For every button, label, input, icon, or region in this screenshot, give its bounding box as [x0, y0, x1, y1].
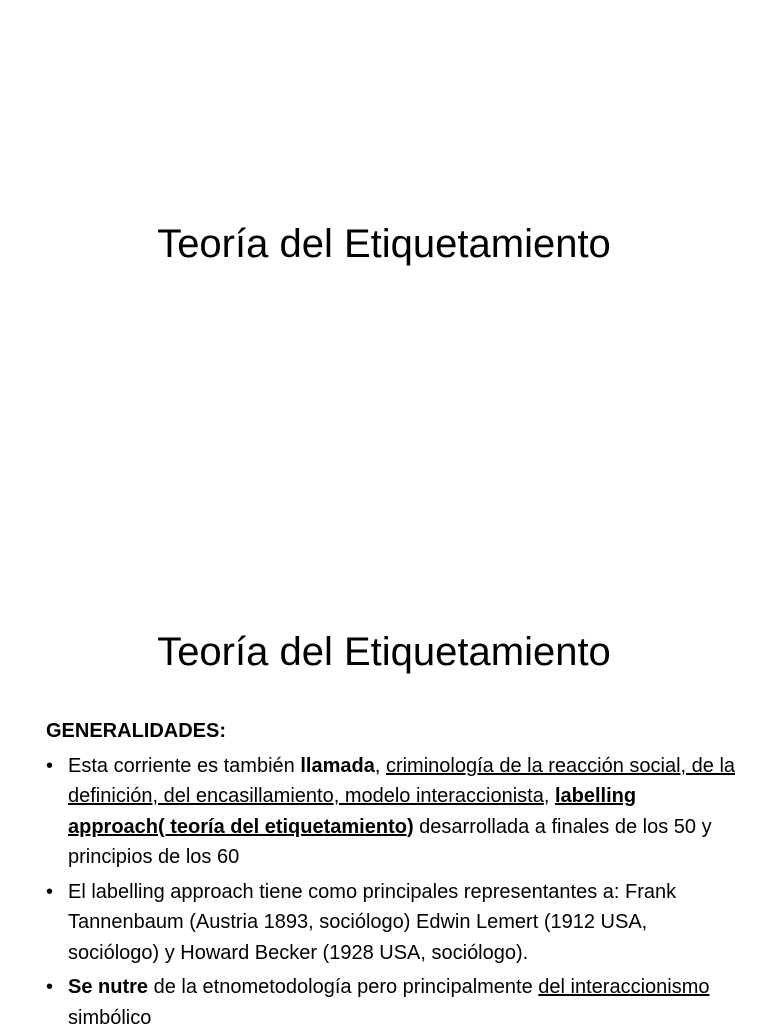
- slide-body: [46, 716, 736, 1024]
- bullet-marker: •: [46, 976, 54, 998]
- slide-title: Teoría del Etiquetamiento: [157, 222, 611, 266]
- bullet-text-underline: criminología de la reacción social, de la definición, del encasillamiento, modelo interaccionista: [68, 754, 736, 807]
- bullet-marker: •: [46, 880, 54, 903]
- bullet-item: [46, 751, 736, 873]
- bullet-marker: •: [46, 754, 54, 777]
- bullet-list: [46, 751, 736, 1024]
- bullet-text-bold-underline: labelling approach( teoría del etiquetamiento): [68, 785, 637, 838]
- section-heading: GENERALIDADES:: [46, 720, 227, 742]
- bullet-text-normal: ,: [374, 754, 386, 777]
- bullet-item: [46, 877, 736, 969]
- bullet-text-bold: Se nutre: [68, 976, 149, 998]
- bullet-text-bold: llamada: [300, 754, 375, 777]
- bullet-text-normal: ,: [543, 785, 555, 807]
- bullet-text-underline: del interaccionismo simbólico: [68, 976, 710, 1024]
- bullet-text-normal: de la etnometodología pero principalmente: [148, 976, 539, 998]
- slide-title: Teoría del Etiquetamiento: [157, 630, 611, 674]
- bullet-text-normal: desarrollada a finales de los 50 y principios de los 60: [68, 815, 712, 868]
- bullet-text-normal: Esta corriente es también: [68, 754, 301, 777]
- content-slide: [0, 576, 768, 1024]
- bullet-text-normal: El labelling approach tiene como principales representantes a: Frank Tannenbaum (Austria 1893, sociólogo) Edwin Lemert (1912 USA, sociólogo) y Howard Becker (1928 USA, sociólogo).: [68, 880, 677, 964]
- bullet-item: [46, 972, 736, 1024]
